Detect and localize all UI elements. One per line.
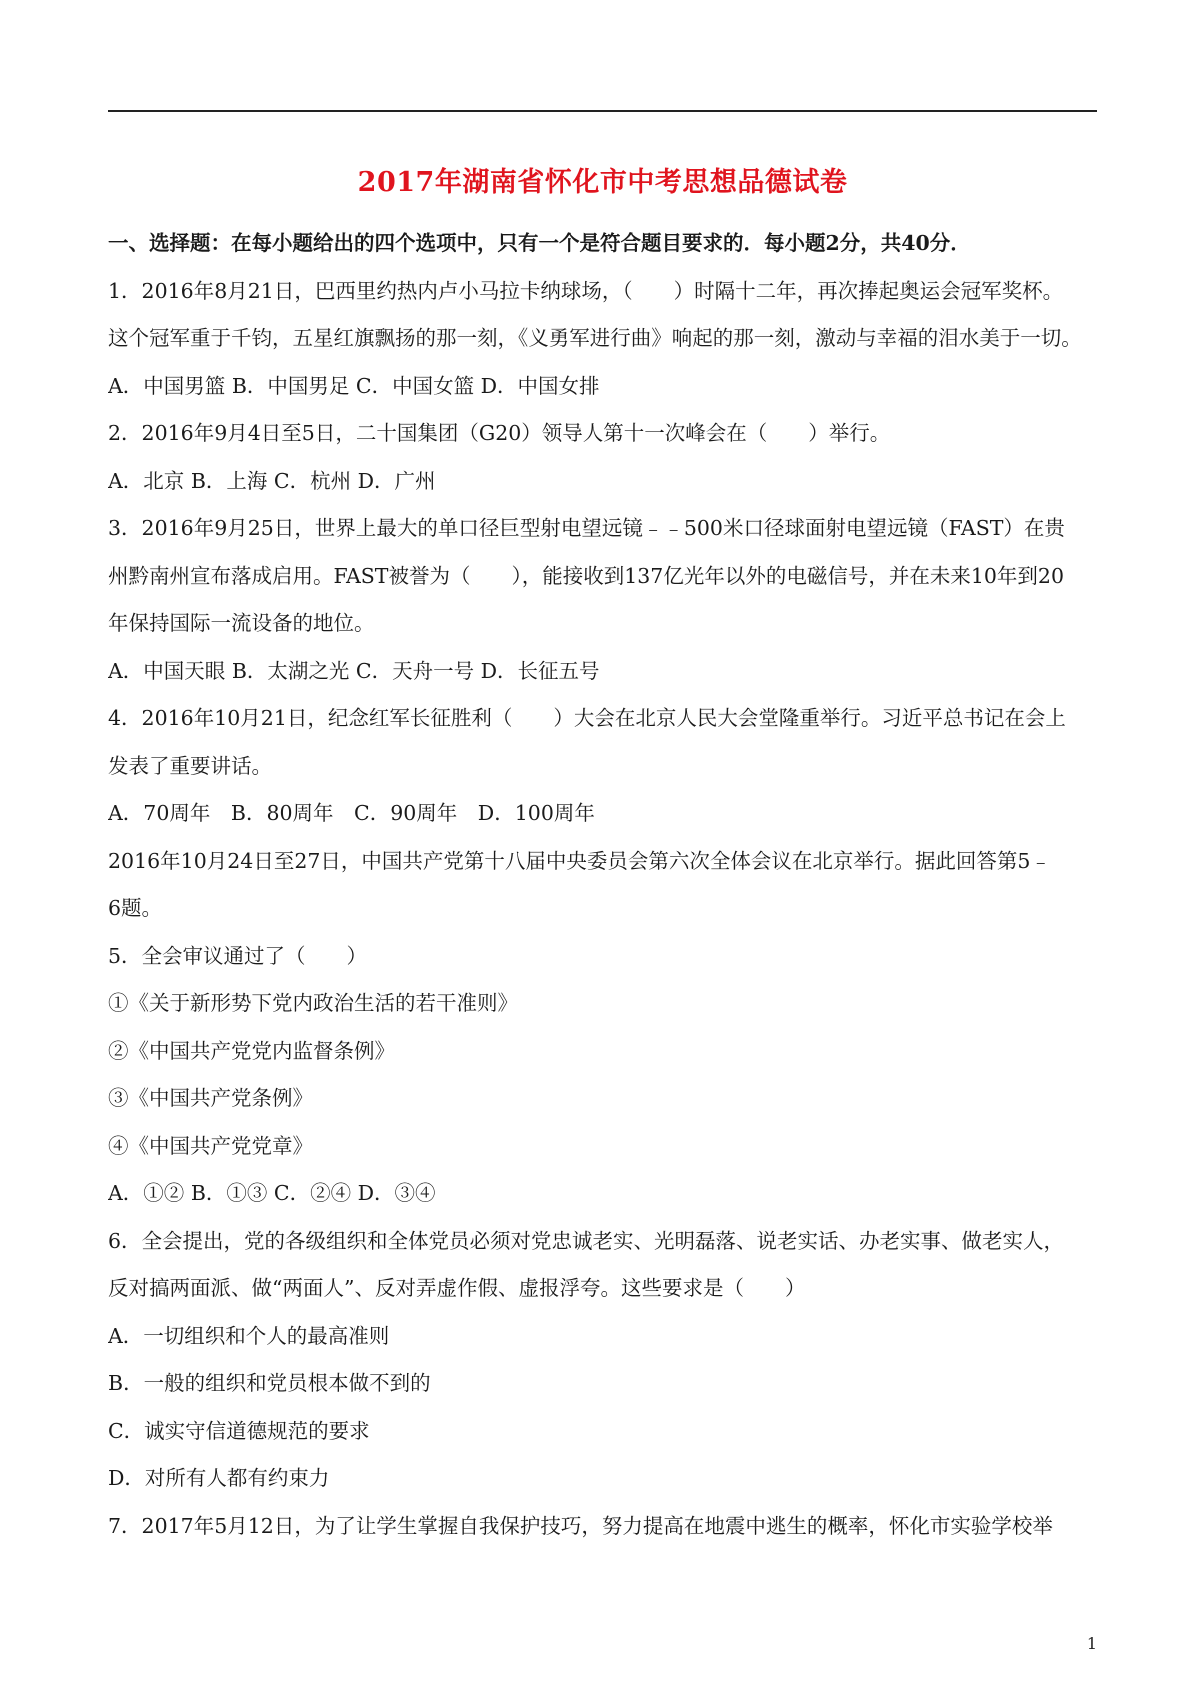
question-6-option: C．诚实守信道德规范的要求 xyxy=(108,1418,370,1443)
page-number: 1 xyxy=(1086,1634,1097,1653)
question-6-stem-cont: 反对搞两面派、做“两面人”、反对弄虚作假、虚报浮夸。这些要求是（ ） xyxy=(108,1276,806,1300)
question-6-option: A．一切组织和个人的最高准则 xyxy=(108,1323,390,1348)
page-title: 2017年湖南省怀化市中考思想品德试卷 xyxy=(357,167,848,198)
question-3-stem-cont: 州黔南州宣布落成启用。FAST被誉为（ ），能接收到137亿光年以外的电磁信号，并在未来10年到20 xyxy=(108,563,1065,588)
question-5-item: ②《中国共产党党内监督条例》 xyxy=(108,1038,395,1063)
header-rule xyxy=(108,110,1097,112)
question-1-options: A．中国男篮 B．中国男足 C．中国女篮 D．中国女排 xyxy=(108,373,600,398)
question-1-stem: 1．2016年8月21日，巴西里约热内卢小马拉卡纳球场，（ ）时隔十二年，再次捧起奥运会冠军奖杯。 xyxy=(108,278,1064,303)
section-heading: 一、选择题：在每小题给出的四个选项中，只有一个是符合题目要求的．每小题2分，共40分． xyxy=(108,231,971,255)
question-6-option: B．一般的组织和党员根本做不到的 xyxy=(108,1371,431,1395)
question-5-item: ③《中国共产党条例》 xyxy=(108,1086,313,1110)
question-4-stem: 4．2016年10月21日，纪念红军长征胜利（ ）大会在北京人民大会堂隆重举行。习近平总书记在会上 xyxy=(108,706,1066,730)
material-intro: 2016年10月24日至27日，中国共产党第十八届中央委员会第六次全体会议在北京举行。据此回答第5﹣ xyxy=(108,848,1051,873)
question-6-stem: 6．全会提出，党的各级组织和全体党员必须对党忠诚老实、光明磊落、说老实话、办老实事、做老实人， xyxy=(108,1228,1065,1253)
question-4-stem-cont: 发表了重要讲话。 xyxy=(108,753,272,778)
exam-body xyxy=(108,220,1100,1550)
question-5-options: A．①② B．①③ C．②④ D．③④ xyxy=(108,1181,436,1205)
question-5-stem: 5．全会审议通过了（ ） xyxy=(108,943,368,968)
question-6-option: D．对所有人都有约束力 xyxy=(108,1466,330,1490)
question-5-item: ①《关于新形势下党内政治生活的若干准则》 xyxy=(108,991,518,1015)
question-4-options: A．70周年 B．80周年 C．90周年 D．100周年 xyxy=(108,801,595,825)
question-3-options: A．中国天眼 B．太湖之光 C．天舟一号 D．长征五号 xyxy=(108,658,600,683)
question-3-stem: 3．2016年9月25日，世界上最大的单口径巨型射电望远镜﹣﹣500米口径球面射电望远镜（FAST）在贵 xyxy=(108,516,1065,540)
question-7-stem: 7．2017年5月12日，为了让学生掌握自我保护技巧，努力提高在地震中逃生的概率，怀化市实验学校举 xyxy=(108,1513,1053,1538)
question-1-stem-cont: 这个冠军重于千钧，五星红旗飘扬的那一刻，《义勇军进行曲》响起的那一刻，激动与幸福的泪水美于一切。 xyxy=(108,326,1082,350)
question-3-stem-cont: 年保持国际一流设备的地位。 xyxy=(108,611,375,635)
material-intro-cont: 6题。 xyxy=(108,896,163,920)
question-5-item: ④《中国共产党党章》 xyxy=(108,1133,313,1158)
question-2-options: A．北京 B．上海 C．杭州 D．广州 xyxy=(108,468,436,493)
question-2-stem: 2．2016年9月4日至5日，二十国集团（G20）领导人第十一次峰会在（ ）举行。 xyxy=(108,421,891,445)
